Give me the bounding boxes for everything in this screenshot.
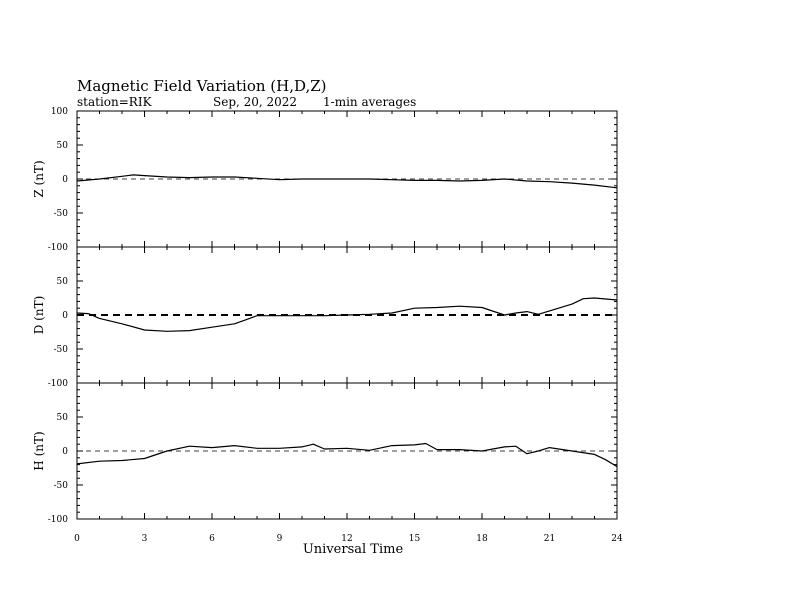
xtick-label: 21 <box>543 534 556 544</box>
panel-z-ytick-label: 100 <box>50 107 68 117</box>
panel-h-ytick-label: 0 <box>62 447 68 457</box>
panel-z-series-line <box>77 175 617 188</box>
panel-z-ytick-label: -100 <box>47 243 68 253</box>
panel-h-ytick-label: -100 <box>47 515 68 525</box>
xtick-label: 18 <box>476 534 488 544</box>
panel-d-ytick-label: 50 <box>56 277 68 287</box>
date-label: Sep, 20, 2022 <box>213 95 298 109</box>
xtick-label: 0 <box>74 534 80 544</box>
panel-z-ytick-label: -50 <box>53 209 68 219</box>
panel-z-ylabel: Z (nT) <box>32 160 46 198</box>
panel-z-ytick-label: 0 <box>62 175 68 185</box>
xtick-label: 6 <box>209 534 215 544</box>
panel-h <box>32 383 617 525</box>
panel-h-ytick-label: -50 <box>53 481 68 491</box>
x-axis-label: Universal Time <box>302 542 404 557</box>
panel-h-series-line <box>77 444 617 467</box>
panel-z <box>32 107 617 253</box>
xtick-label: 15 <box>408 534 421 544</box>
xtick-label: 24 <box>611 534 623 544</box>
panel-d <box>32 247 617 389</box>
chart-title: Magnetic Field Variation (H,D,Z) <box>77 77 327 95</box>
panel-d-ytick-label: 0 <box>62 311 68 321</box>
xtick-label: 12 <box>341 534 353 544</box>
xtick-label: 3 <box>141 534 148 544</box>
panel-d-ytick-label: -50 <box>53 345 68 355</box>
panel-d-ytick-label: -100 <box>47 379 68 389</box>
panel-d-ylabel: D (nT) <box>32 295 46 335</box>
x-axis <box>74 534 623 557</box>
panels-group <box>32 107 617 525</box>
xtick-label: 9 <box>276 534 283 544</box>
panel-h-ytick-label: 50 <box>56 413 68 423</box>
panel-z-ytick-label: 50 <box>56 141 68 151</box>
panel-h-ylabel: H (nT) <box>32 431 46 471</box>
station-label: station=RIK <box>77 95 152 109</box>
averaging-label: 1-min averages <box>323 95 417 109</box>
